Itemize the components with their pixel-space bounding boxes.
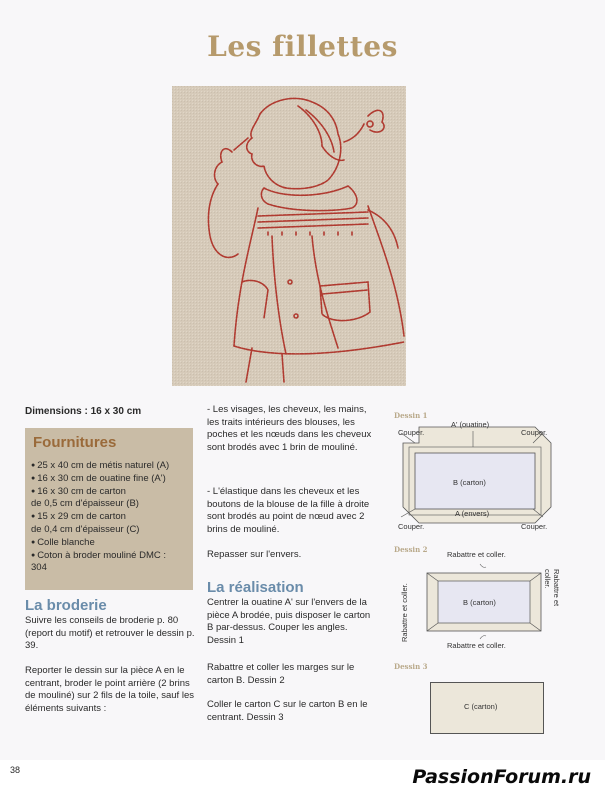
rabattre-left-label: Rabattre et coller. [400,583,409,642]
page-title: Les fillettes [207,30,398,63]
list-item: ● 15 x 29 cm de carton [31,511,191,524]
realisation-paragraph-1: Centrer la ouatine A' sur l'envers de la pièce A brodée, puis disposer le carton B par-dessus. Couper les angles. Dessin 1 [207,597,371,646]
carton-c-label: C (carton) [464,702,498,711]
dimensions: Dimensions : 16 x 30 cm [25,406,142,417]
rabattre-bottom-label: Rabattre et coller. [447,641,506,650]
list-item: ● Colle blanche [31,537,191,550]
realisation-paragraph-2: Rabattre et coller les marges sur le carton B. Dessin 2 [207,662,355,686]
dessin-2-label: Dessin 2 [394,545,428,554]
list-item: ● Coton à broder mouliné DMC : [31,550,191,563]
broderie-paragraph-2: Reporter le dessin sur la pièce A en le centrant, broder le point arrière (2 brins de mouliné) sur 2 fils de la toile, sauf les éléments suivants : [25,665,194,714]
list-item: de 0,4 cm d'épaisseur (C) [31,523,140,535]
fournitures-list [31,460,191,575]
list-item: ● 25 x 40 cm de métis naturel (A) [31,460,191,473]
realisation-heading: La réalisation [207,579,304,596]
realisation-paragraph-3: Coller le carton C sur le carton B en le centrant. Dessin 3 [207,699,368,723]
fold-arrow-icon [480,564,486,567]
rabattre-top-label: Rabattre et coller. [447,550,506,559]
carton-b-label: B (carton) [463,598,496,607]
rabattre-right-label: Rabattre et coller. [543,569,561,607]
dessin-1-label: Dessin 1 [394,411,428,420]
middle-paragraph-1: - Les visages, les cheveux, les mains, les traits intérieurs des blouses, les poches et les nœuds dans les cheveux sont brodés avec 1 brin de mouliné. [207,404,372,453]
fournitures-heading: Fournitures [33,434,117,451]
list-item: ● 16 x 30 cm de carton [31,486,191,499]
carton-b-label: B (carton) [453,478,486,487]
broderie-heading: La broderie [25,597,107,614]
list-item: 304 [31,562,47,574]
couper-label: Couper. [398,522,425,531]
broderie-paragraph-1: Suivre les conseils de broderie p. 80 (report du motif) et retrouver le dessin p. 39. [25,615,195,652]
fournitures-box [25,428,193,590]
list-item: ● 16 x 30 cm de ouatine fine (A') [31,473,191,486]
middle-paragraph-3: Repasser sur l'envers. [207,549,302,560]
page-number: 38 [10,765,21,775]
ouatine-label: A' (ouatine) [451,420,490,429]
middle-paragraph-2: - L'élastique dans les cheveux et les boutons de la blouse de la fille à droite sont brodés au point de nœud avec 2 brins de mouliné. [207,486,370,535]
couper-label: Couper. [521,522,548,531]
couper-label: Couper. [521,428,548,437]
embroidery-illustration [172,86,406,386]
watermark: PassionForum.ru [412,766,591,788]
envers-label: A (envers) [455,509,490,518]
list-item: de 0,5 cm d'épaisseur (B) [31,498,139,510]
dessin-1 [393,415,605,537]
dessin-3-label: Dessin 3 [394,662,428,671]
couper-label: Couper. [398,428,425,437]
embroidery-photo [172,86,406,386]
fold-arrow-icon [480,636,486,639]
